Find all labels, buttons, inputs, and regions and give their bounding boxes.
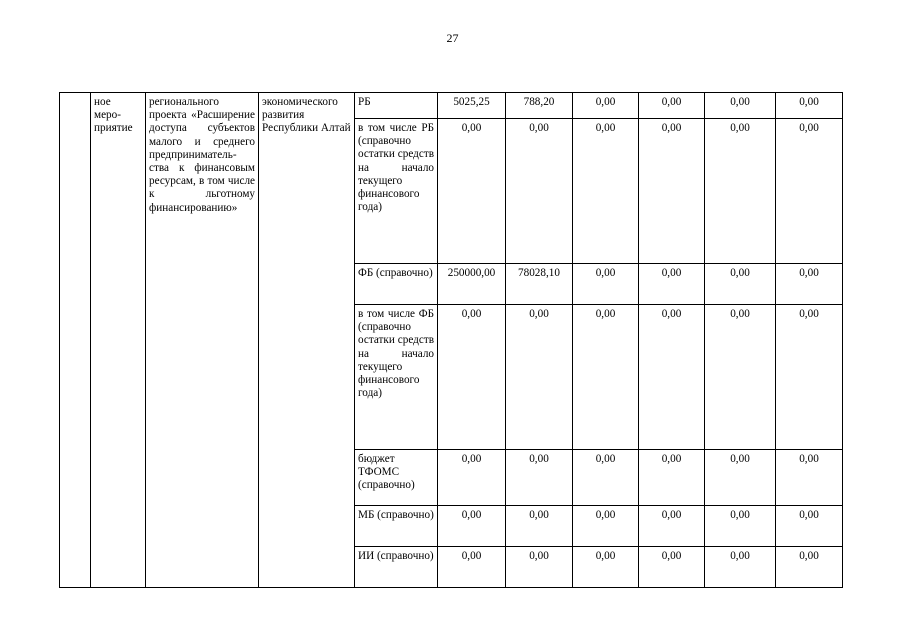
event-type-cell: ное меро- приятие [91,93,146,588]
value-cell: 0,00 [438,305,506,450]
event-name-cell: регионального проекта «Расширение доступа субъектов малого и среднего предприниматель-ства к финансовым ресурсам, в том числе к льготному финансированию» [146,93,259,588]
value-cell: 0,00 [776,305,843,450]
funding-source-cell: МБ (справочно) [355,506,438,547]
executor-cell: экономического развития Республики Алтай [259,93,355,588]
funding-source-cell: ИИ (справочно) [355,547,438,588]
value-cell: 0,00 [573,506,639,547]
value-cell: 0,00 [506,547,573,588]
value-cell: 0,00 [776,93,843,119]
value-cell: 0,00 [705,506,776,547]
value-cell: 0,00 [506,119,573,264]
value-cell: 0,00 [705,450,776,506]
funding-source-cell: бюджет ТФОМС (справочно) [355,450,438,506]
funding-source-cell: ФБ (справочно) [355,264,438,305]
value-cell: 0,00 [639,119,705,264]
value-cell: 0,00 [639,305,705,450]
value-cell: 0,00 [438,119,506,264]
value-cell: 0,00 [705,93,776,119]
value-cell: 0,00 [506,450,573,506]
value-cell: 0,00 [573,305,639,450]
value-cell: 0,00 [776,264,843,305]
value-cell: 0,00 [506,506,573,547]
value-cell: 0,00 [639,547,705,588]
table-row [60,93,843,119]
value-cell: 0,00 [705,305,776,450]
value-cell: 0,00 [573,119,639,264]
value-cell: 0,00 [438,506,506,547]
value-cell: 0,00 [573,93,639,119]
value-cell: 0,00 [705,547,776,588]
value-cell: 0,00 [776,506,843,547]
value-cell: 0,00 [776,119,843,264]
value-cell: 788,20 [506,93,573,119]
value-cell: 0,00 [639,264,705,305]
value-cell: 0,00 [639,506,705,547]
value-cell: 0,00 [776,547,843,588]
value-cell: 0,00 [573,450,639,506]
value-cell: 250000,00 [438,264,506,305]
value-cell: 0,00 [573,264,639,305]
funding-source-cell: в том числе ФБ (справочно остатки средств на начало текущего финансового года) [355,305,438,450]
value-cell: 0,00 [438,450,506,506]
value-cell: 0,00 [639,93,705,119]
value-cell: 0,00 [573,547,639,588]
value-cell: 0,00 [506,305,573,450]
value-cell: 78028,10 [506,264,573,305]
value-cell: 0,00 [705,119,776,264]
blank-number-cell [60,93,91,588]
value-cell: 5025,25 [438,93,506,119]
budget-table [59,92,843,588]
funding-source-cell: в том числе РБ (справочно остатки средств на начало текущего финансового года) [355,119,438,264]
value-cell: 0,00 [639,450,705,506]
page-number: 27 [446,31,459,45]
value-cell: 0,00 [705,264,776,305]
value-cell: 0,00 [776,450,843,506]
value-cell: 0,00 [438,547,506,588]
funding-source-cell: РБ [355,93,438,119]
